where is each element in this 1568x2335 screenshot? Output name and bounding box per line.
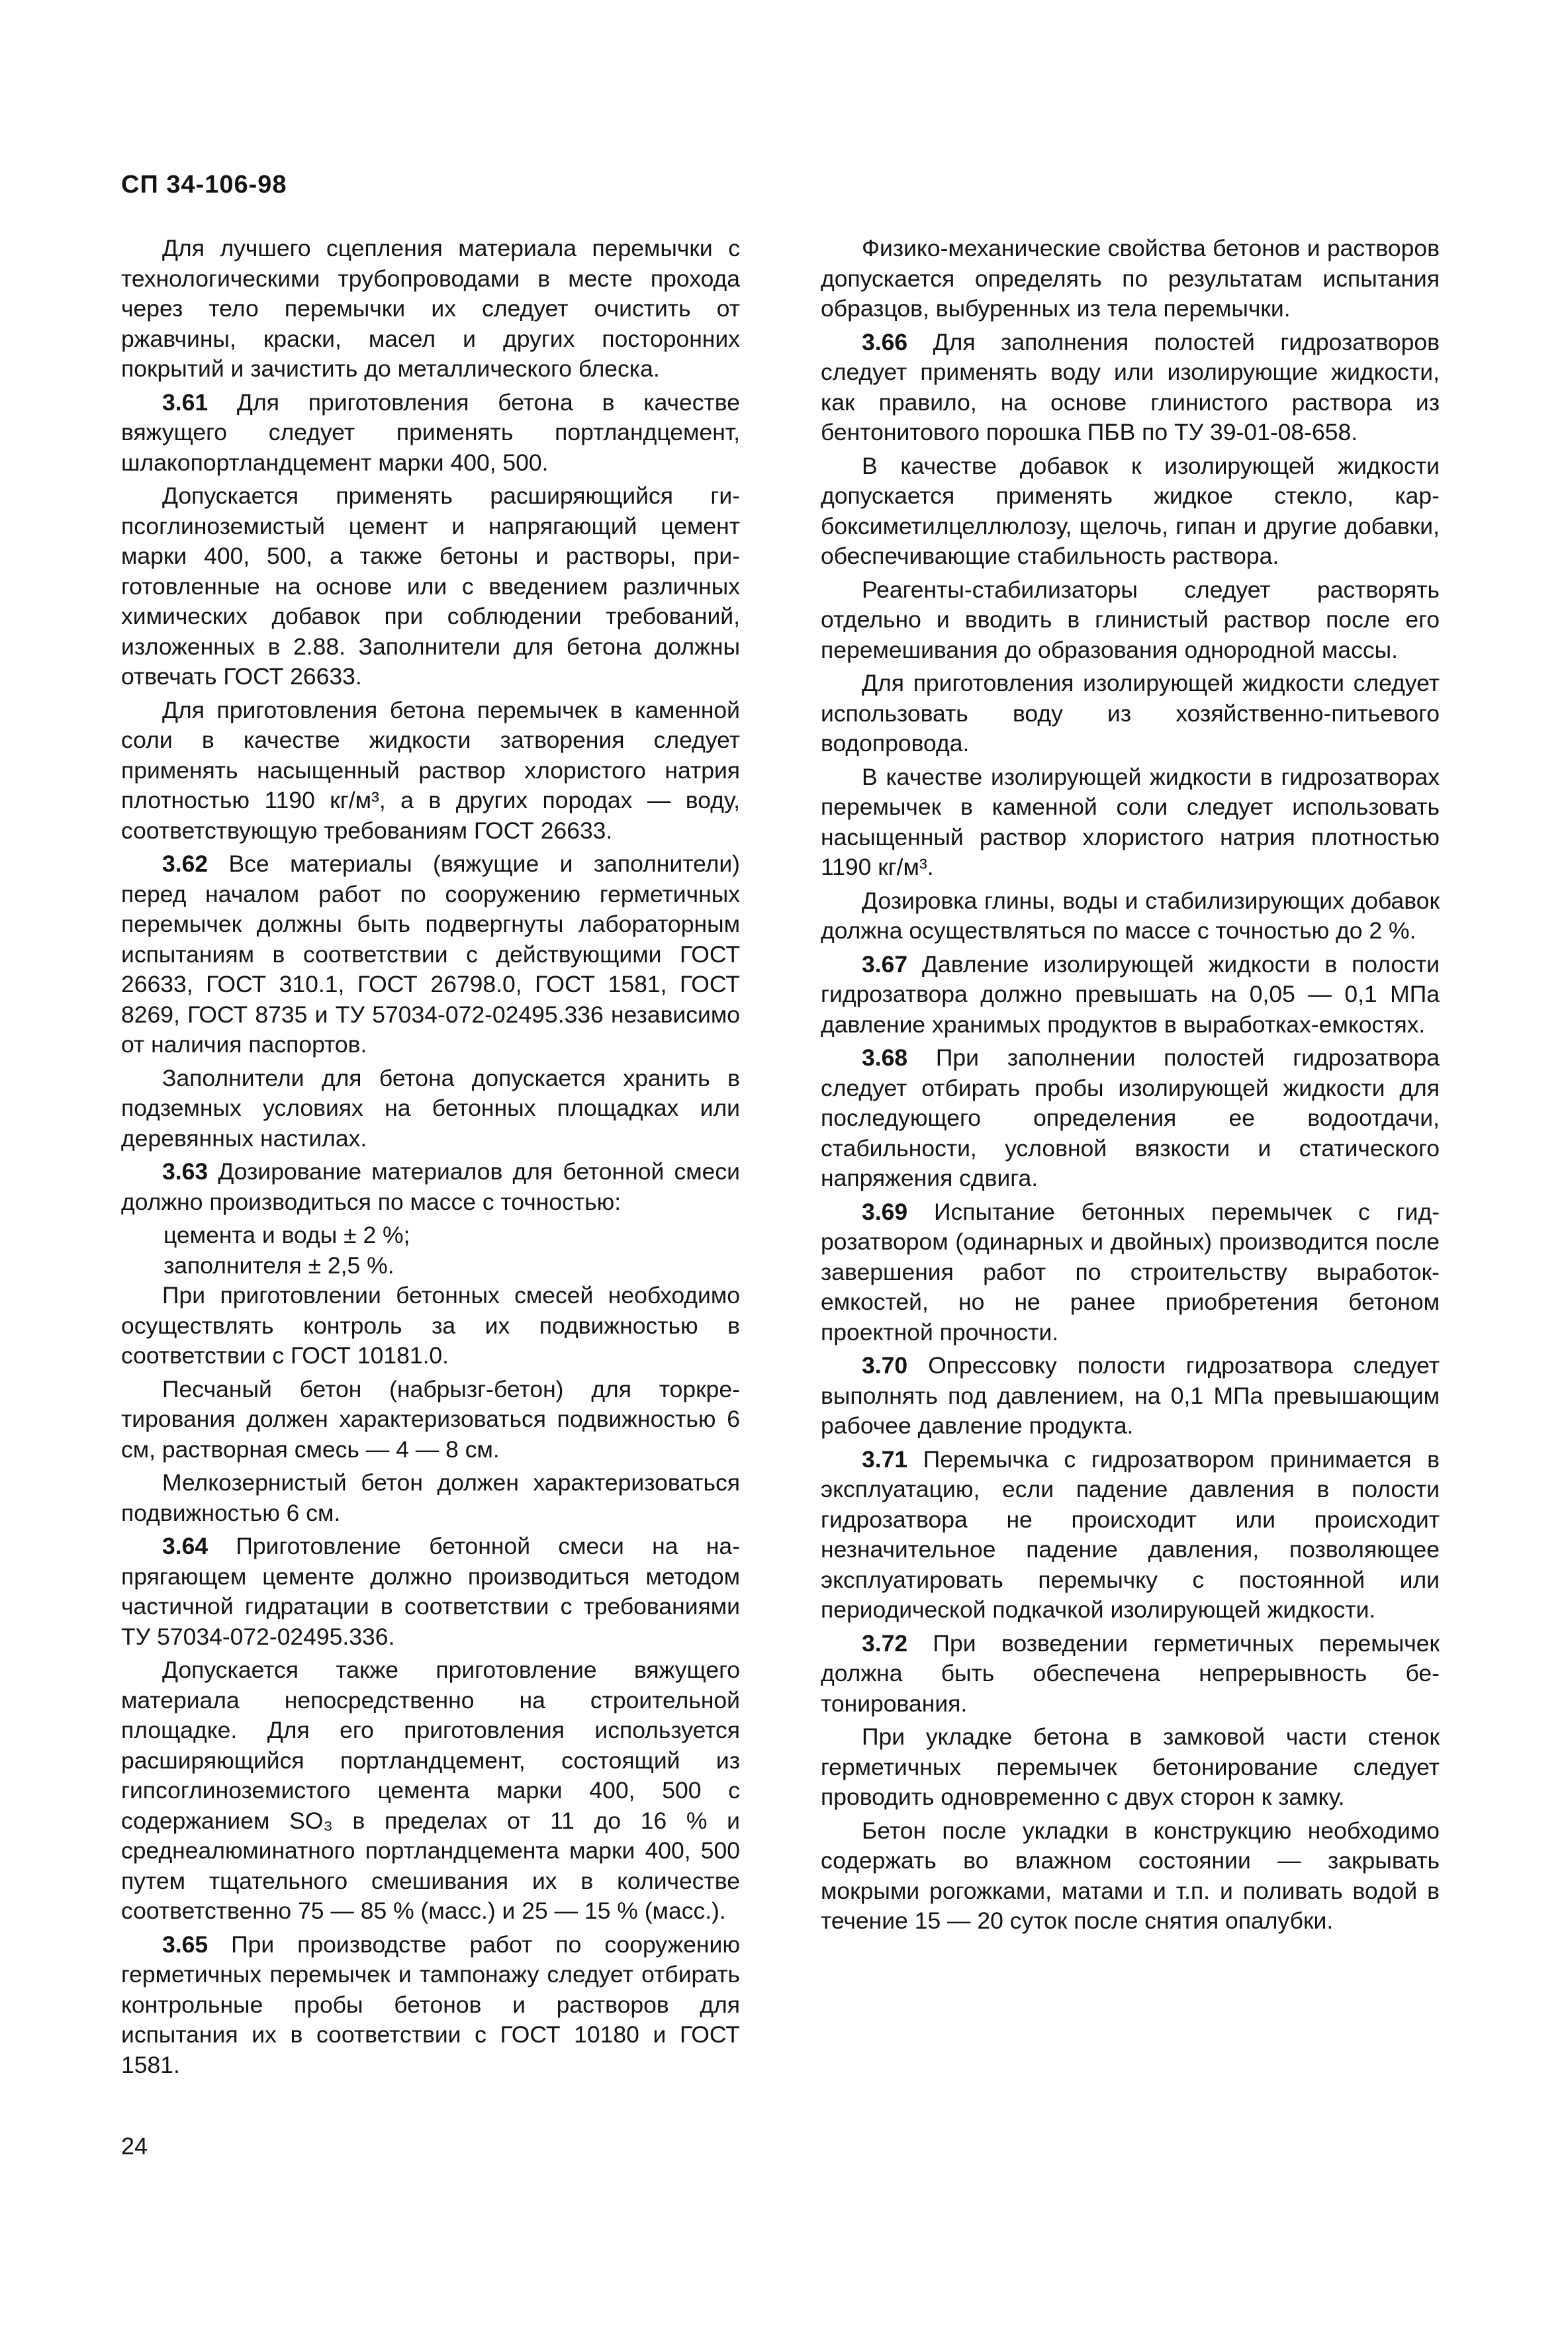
paragraph bbox=[121, 388, 740, 479]
paragraph bbox=[121, 1468, 740, 1528]
paragraph bbox=[821, 1629, 1440, 1719]
paragraph-text: В качестве добавок к изолирующей жидкости допускается применять жидкое стекло, карбоксиметилцеллюлозу, щелочь, гипан и другие добавки, обеспечивающие стабильность раствора. bbox=[821, 452, 1440, 569]
paragraph-text: Для приготовления бетона перемычек в каменной соли в качестве жидкости затворения следует применять насыщенный раствор хлористого натрия плотностью 1190 кг/м³, а в других породах — воду, соответствующую требованиям ГОСТ 26633. bbox=[121, 696, 740, 844]
clause-number: 3.67 bbox=[862, 950, 908, 978]
paragraph-text: При заполнении полостей гидрозатвора следует отбирать пробы изолирующей жидкости для последующего определения ее водоотдачи, стабильности, условной вязкости и статического напряжения сдвига. bbox=[821, 1044, 1440, 1191]
paragraph-text: Заполнители для бетона допускается хранить в подземных условиях на бетонных площадках или деревянных настилах. bbox=[121, 1064, 740, 1152]
paragraph bbox=[121, 1655, 740, 1927]
paragraph-text: При укладке бетона в замковой части стенок герметичных перемычек бетонирование следует проводить одновременно с двух сторон к замку. bbox=[821, 1723, 1440, 1810]
paragraph bbox=[121, 1930, 740, 2081]
clause-number: 3.71 bbox=[862, 1445, 908, 1473]
paragraph bbox=[821, 950, 1440, 1040]
paragraph bbox=[821, 1043, 1440, 1194]
clause-number: 3.63 bbox=[162, 1158, 208, 1185]
paragraph-text: Дозировка глины, воды и стабилизирующих добавок должна осуществляться по массе с точностью до 2 %. bbox=[821, 887, 1440, 944]
paragraph bbox=[821, 1816, 1440, 1937]
page-number: 24 bbox=[121, 2132, 148, 2160]
paragraph-text: Дозирование материалов для бетонной смеси должно производиться по массе с точностью: bbox=[121, 1158, 740, 1215]
paragraph bbox=[121, 1281, 740, 1371]
clause-number: 3.69 bbox=[862, 1198, 908, 1225]
paragraph-text: Для заполнения полостей гидрозатворов следует применять воду или изолирующие жидкости, как правило, на основе глинистого раствора из бентонитового порошка ПБВ по ТУ 39-01-08-658. bbox=[821, 328, 1440, 445]
paragraph-text: цемента и воды ± 2 %; bbox=[163, 1222, 410, 1248]
paragraph-text: Для приготовления изолирующей жидкости следует использовать воду из хозяйственно-питьевого водопровода. bbox=[821, 670, 1440, 756]
paragraph bbox=[821, 1197, 1440, 1348]
paragraph bbox=[121, 1064, 740, 1154]
clause-number: 3.68 bbox=[862, 1044, 908, 1071]
paragraph-text: Испытание бетонных перемычек с гидрозатвором (одинарных и двойных) производится после завершения работ по строительству выработок-емкостей, но не ранее приобретения бетоном проектной прочности. bbox=[821, 1198, 1440, 1346]
paragraph-text: При производстве работ по сооружению герметичных перемычек и тампонажу следует отбирать контрольные пробы бетонов и растворов для испытания их в соответствии с ГОСТ 10180 и ГОСТ 1581. bbox=[121, 1931, 740, 2078]
paragraph-text: При приготовлении бетонных смесей необходимо осуществлять контроль за их подвижностью в соответствии с ГОСТ 10181.0. bbox=[121, 1282, 740, 1369]
clause-number: 3.72 bbox=[862, 1629, 908, 1657]
paragraph bbox=[821, 234, 1440, 324]
right-text-column bbox=[821, 234, 1440, 1940]
paragraph bbox=[821, 668, 1440, 759]
paragraph-text: Для лучшего сцепления материала перемычки с технологическими трубопроводами в месте прохода через тело перемычки их следует очистить от ржавчины, краски, масел и других посторонних покрытий и зачистить до металлического блеска. bbox=[121, 235, 740, 382]
paragraph-text: Давление изолирующей жидкости в полости гидрозатвора должно превышать на 0,05 — 0,1 МПа давление хранимых продуктов в выработках-емкостях. bbox=[821, 950, 1440, 1038]
clause-number: 3.65 bbox=[162, 1931, 208, 1958]
paragraph bbox=[821, 575, 1440, 666]
paragraph bbox=[821, 1722, 1440, 1813]
paragraph-text: В качестве изолирующей жидкости в гидрозатворах перемычек в каменной соли следует использовать насыщенный раствор хлористого натрия плотностью 1190 кг/м³. bbox=[821, 763, 1440, 880]
paragraph-text: Мелкозернистый бетон должен характеризоваться подвижностью 6 см. bbox=[121, 1469, 740, 1526]
paragraph bbox=[121, 696, 740, 847]
list-item bbox=[121, 1251, 740, 1281]
paragraph bbox=[821, 762, 1440, 883]
paragraph bbox=[121, 1375, 740, 1465]
paragraph-text: Все материалы (вяжущие и заполнители) перед началом работ по сооружению герметичных перемычек должны быть подвергнуты лабораторным испытаниям в соответствии с действующими ГОСТ 26633, ГОСТ 310.1, ГОСТ 26798.0, ГОСТ 1581, ГОСТ 8269, ГОСТ 8735 и ТУ 57034-072-02495.336 независимо от наличия паспортов. bbox=[121, 850, 740, 1058]
paragraph bbox=[821, 328, 1440, 448]
list-item bbox=[121, 1220, 740, 1251]
paragraph-text: Допускается также приготовление вяжущего материала непосредственно на строительной площадке. Для его приготовления используется расширяющийся портландцемент, состоящий из гипсоглиноземистого цемента марки 400, 500 с содержанием SO₃ в пределах от 11 до 16 % и среднеалюминатного портландцемента марки 400, 500 путем тщательного смешивания их в количестве соответственно 75 — 85 % (масс.) и 25 — 15 % (масс.). bbox=[121, 1657, 740, 1924]
paragraph-text: При возведении герметичных перемычек должна быть обеспечена непрерывность бетонирования. bbox=[821, 1629, 1440, 1717]
clause-number: 3.66 bbox=[862, 328, 908, 355]
clause-number: 3.64 bbox=[162, 1533, 208, 1559]
paragraph bbox=[821, 451, 1440, 572]
paragraph-text: Перемычка с гидрозатвором принимается в эксплуатацию, если падение давления в полости гидрозатвора не происходит или происходит незначительное падение давления, позволяющее эксплуатировать перемычку с постоянной или периодической подкачкой изолирующей жидкости. bbox=[821, 1445, 1440, 1623]
paragraph-text: Приготовление бетонной смеси на напрягающем цементе должно производиться методом частичной гидратации в соответствии с требованиями ТУ 57034-072-02495.336. bbox=[121, 1533, 740, 1650]
left-text-column bbox=[121, 234, 740, 2083]
paragraph-text: Опрессовку полости гидрозатвора следует выполнять под давлением, на 0,1 МПа превышающим рабочее давление продукта. bbox=[821, 1352, 1440, 1439]
paragraph bbox=[121, 1157, 740, 1217]
paragraph bbox=[121, 234, 740, 385]
document-code-header: СП 34-106-98 bbox=[121, 171, 287, 199]
clause-number: 3.70 bbox=[862, 1352, 908, 1379]
paragraph-text: Для приготовления бетона в качестве вяжущего следует применять портландцемент, шлакопортландцемент марки 400, 500. bbox=[121, 389, 740, 476]
paragraph-text: Реагенты-стабилизаторы следует растворять отдельно и вводить в глинистый раствор после его перемешивания до образования однородной массы. bbox=[821, 576, 1440, 663]
paragraph-text: Бетон после укладки в конструкцию необходимо содержать во влажном состоянии — закрывать мокрыми рогожками, матами и т.п. и поливать водой в течение 15 — 20 суток после снятия опалубки. bbox=[821, 1817, 1440, 1934]
paragraph bbox=[121, 481, 740, 692]
paragraph bbox=[821, 1445, 1440, 1625]
clause-number: 3.62 bbox=[162, 850, 208, 877]
paragraph-text: Допускается применять расширяющийся гипсоглиноземистый цемент и напрягающий цемент марки 400, 500, а также бетоны и растворы, приготовленные на основе или с введением различных химических добавок при соблюдении требований, изложенных в 2.88. Заполнители для бетона должны отвечать ГОСТ 26633. bbox=[121, 482, 740, 690]
paragraph bbox=[121, 849, 740, 1060]
paragraph bbox=[121, 1532, 740, 1652]
paragraph-text: Песчаный бетон (набрызг-бетон) для торкретирования должен характеризоваться подвижностью 6 см, растворная смесь — 4 — 8 см. bbox=[121, 1375, 740, 1463]
clause-number: 3.61 bbox=[162, 389, 208, 416]
paragraph-text: заполнителя ± 2,5 %. bbox=[163, 1252, 394, 1279]
paragraph bbox=[821, 886, 1440, 946]
paragraph-text: Физико-механические свойства бетонов и растворов допускается определять по результатам испытания образцов, выбуренных из тела перемычки. bbox=[821, 235, 1440, 322]
paragraph bbox=[821, 1351, 1440, 1442]
